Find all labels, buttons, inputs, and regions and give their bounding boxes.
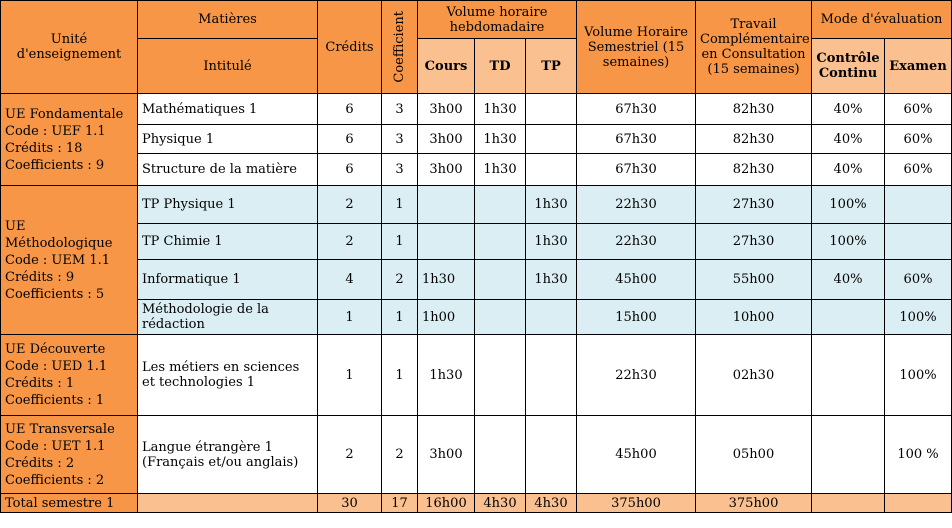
total-exam <box>885 494 952 513</box>
semester-volume-value: 45h00 <box>577 416 696 494</box>
td-value <box>475 416 526 494</box>
ue-transversale-cell <box>1 416 138 494</box>
complementary-work-value: 55h00 <box>696 260 812 300</box>
subject-name: TP Physique 1 <box>138 186 318 224</box>
td-value <box>475 186 526 224</box>
course-header: Cours <box>418 39 475 94</box>
coef-value: 1 <box>382 224 418 260</box>
continuous-value: 40% <box>812 125 885 154</box>
coef-value: 2 <box>382 416 418 494</box>
semester-volume-value: 67h30 <box>577 94 696 125</box>
ue-code: Code : UET 1.1 <box>5 438 106 454</box>
exam-value: 100 % <box>885 416 952 494</box>
tp-value: 1h30 <box>526 224 577 260</box>
subjects-header: Matières <box>138 1 318 39</box>
total-coef: 17 <box>382 494 418 513</box>
tp-value: 1h30 <box>526 186 577 224</box>
credits-value: 1 <box>318 335 382 416</box>
credits-value: 6 <box>318 154 382 186</box>
credits-value: 2 <box>318 186 382 224</box>
exam-value <box>885 186 952 224</box>
semester-volume-header: Volume Horaire Semestriel (15 semaines) <box>577 1 696 94</box>
table-row <box>1 154 952 186</box>
total-credits: 30 <box>318 494 382 513</box>
complementary-work-value: 02h30 <box>696 335 812 416</box>
subject-name: TP Chimie 1 <box>138 224 318 260</box>
subject-name: Informatique 1 <box>138 260 318 300</box>
coef-value: 2 <box>382 260 418 300</box>
ue-code: Code : UED 1.1 <box>5 359 108 374</box>
table-row <box>1 125 952 154</box>
continuous-value <box>812 335 885 416</box>
tp-value <box>526 416 577 494</box>
complementary-work-value: 82h30 <box>696 154 812 186</box>
td-value <box>475 224 526 260</box>
ue-credits: Crédits : 1 <box>5 376 75 391</box>
exam-value: 60% <box>885 94 952 125</box>
course-value <box>418 186 475 224</box>
tp-value <box>526 335 577 416</box>
tp-value <box>526 154 577 186</box>
coef-value: 1 <box>382 300 418 335</box>
exam-value: 60% <box>885 260 952 300</box>
evaluation-mode-header: Mode d'évaluation <box>812 1 952 39</box>
continuous-value: 100% <box>812 224 885 260</box>
total-td: 4h30 <box>475 494 526 513</box>
ue-coefficients: Coefficients : 1 <box>5 393 105 408</box>
subject-name: Structure de la matière <box>138 154 318 186</box>
total-continuous <box>812 494 885 513</box>
ue-name: UE Découverte <box>5 342 106 357</box>
course-value: 1h30 <box>418 260 475 300</box>
title-col-header: Intitulé <box>138 39 318 94</box>
complementary-work-header: Travail Complémentaire en Consultation (15 semaines) <box>696 1 812 94</box>
course-value: 3h00 <box>418 416 475 494</box>
exam-value: 100% <box>885 335 952 416</box>
td-value <box>475 300 526 335</box>
ue-code: Code : UEF 1.1 <box>5 123 106 139</box>
tp-value <box>526 300 577 335</box>
semester-volume-value: 45h00 <box>577 260 696 300</box>
semester-volume-value: 22h30 <box>577 335 696 416</box>
tp-value <box>526 125 577 154</box>
exam-header: Examen <box>885 39 952 94</box>
continuous-value: 40% <box>812 260 885 300</box>
continuous-value: 100% <box>812 186 885 224</box>
ue-name: UE Fondamentale <box>5 106 124 122</box>
table-row <box>1 94 952 125</box>
total-semester-volume: 375h00 <box>577 494 696 513</box>
ue-name: UE Transversale <box>5 421 115 437</box>
continuous-header: Contrôle Continu <box>812 39 885 94</box>
ue-coefficients: Coefficients : 9 <box>5 157 105 173</box>
table-row <box>1 224 952 260</box>
complementary-work-value: 82h30 <box>696 125 812 154</box>
td-value: 1h30 <box>475 125 526 154</box>
td-value: 1h30 <box>475 154 526 186</box>
ue-code: Code : UEM 1.1 <box>5 252 110 268</box>
course-value: 3h00 <box>418 94 475 125</box>
semester-volume-value: 67h30 <box>577 154 696 186</box>
subject-name: Les métiers en sciences et technologies 1 <box>138 335 318 416</box>
ue-decouverte-cell <box>1 335 138 416</box>
semester-volume-value: 15h00 <box>577 300 696 335</box>
coef-value: 1 <box>382 335 418 416</box>
complementary-work-value: 82h30 <box>696 94 812 125</box>
continuous-value: 40% <box>812 94 885 125</box>
course-value: 1h00 <box>418 300 475 335</box>
exam-value <box>885 224 952 260</box>
coef-value: 3 <box>382 154 418 186</box>
tp-value: 1h30 <box>526 260 577 300</box>
continuous-value <box>812 416 885 494</box>
exam-value: 100% <box>885 300 952 335</box>
complementary-work-value: 27h30 <box>696 224 812 260</box>
ue-methodologique-cell <box>1 186 138 335</box>
ue-coefficients: Coefficients : 2 <box>5 472 105 488</box>
ue-credits: Crédits : 18 <box>5 140 83 156</box>
td-value <box>475 260 526 300</box>
coefficient-header-cell <box>382 1 418 94</box>
total-course: 16h00 <box>418 494 475 513</box>
ue-coefficients: Coefficients : 5 <box>5 286 105 302</box>
ue-fondamentale-cell <box>1 94 138 186</box>
course-value: 3h00 <box>418 154 475 186</box>
coef-value: 3 <box>382 94 418 125</box>
credits-value: 6 <box>318 94 382 125</box>
credits-value: 1 <box>318 300 382 335</box>
unit-header: Unité d'enseignement <box>1 1 138 94</box>
tp-header: TP <box>526 39 577 94</box>
subject-name: Langue étrangère 1 (Français et/ou anglais) <box>138 416 318 494</box>
weekly-volume-header: Volume horaire hebdomadaire <box>418 1 577 39</box>
coef-value: 1 <box>382 186 418 224</box>
total-row <box>1 494 952 513</box>
semester-volume-value: 22h30 <box>577 224 696 260</box>
credits-value: 6 <box>318 125 382 154</box>
subject-name: Mathématiques 1 <box>138 94 318 125</box>
tp-value <box>526 94 577 125</box>
table-row <box>1 335 952 416</box>
continuous-value <box>812 300 885 335</box>
table-row <box>1 260 952 300</box>
course-value: 3h00 <box>418 125 475 154</box>
semester-volume-value: 22h30 <box>577 186 696 224</box>
subject-name: Méthodologie de la rédaction <box>138 300 318 335</box>
subject-name: Physique 1 <box>138 125 318 154</box>
ue-name: UE Méthodologique <box>5 218 113 251</box>
total-complementary-work: 375h00 <box>696 494 812 513</box>
course-value <box>418 224 475 260</box>
complementary-work-value: 27h30 <box>696 186 812 224</box>
td-value: 1h30 <box>475 94 526 125</box>
complementary-work-value: 05h00 <box>696 416 812 494</box>
course-value: 1h30 <box>418 335 475 416</box>
credits-value: 4 <box>318 260 382 300</box>
exam-value: 60% <box>885 154 952 186</box>
semester-volume-value: 67h30 <box>577 125 696 154</box>
td-value <box>475 335 526 416</box>
coef-value: 3 <box>382 125 418 154</box>
total-tp: 4h30 <box>526 494 577 513</box>
table-row <box>1 300 952 335</box>
total-label: Total semestre 1 <box>1 494 138 513</box>
complementary-work-value: 10h00 <box>696 300 812 335</box>
table-row <box>1 416 952 494</box>
total-spacer <box>138 494 318 513</box>
credits-value: 2 <box>318 224 382 260</box>
table-row <box>1 186 952 224</box>
credits-header: Crédits <box>318 1 382 94</box>
ue-credits: Crédits : 9 <box>5 269 75 285</box>
credits-value: 2 <box>318 416 382 494</box>
coefficient-header: Coefficient <box>392 11 407 83</box>
exam-value: 60% <box>885 125 952 154</box>
ue-credits: Crédits : 2 <box>5 455 75 471</box>
continuous-value: 40% <box>812 154 885 186</box>
td-header: TD <box>475 39 526 94</box>
